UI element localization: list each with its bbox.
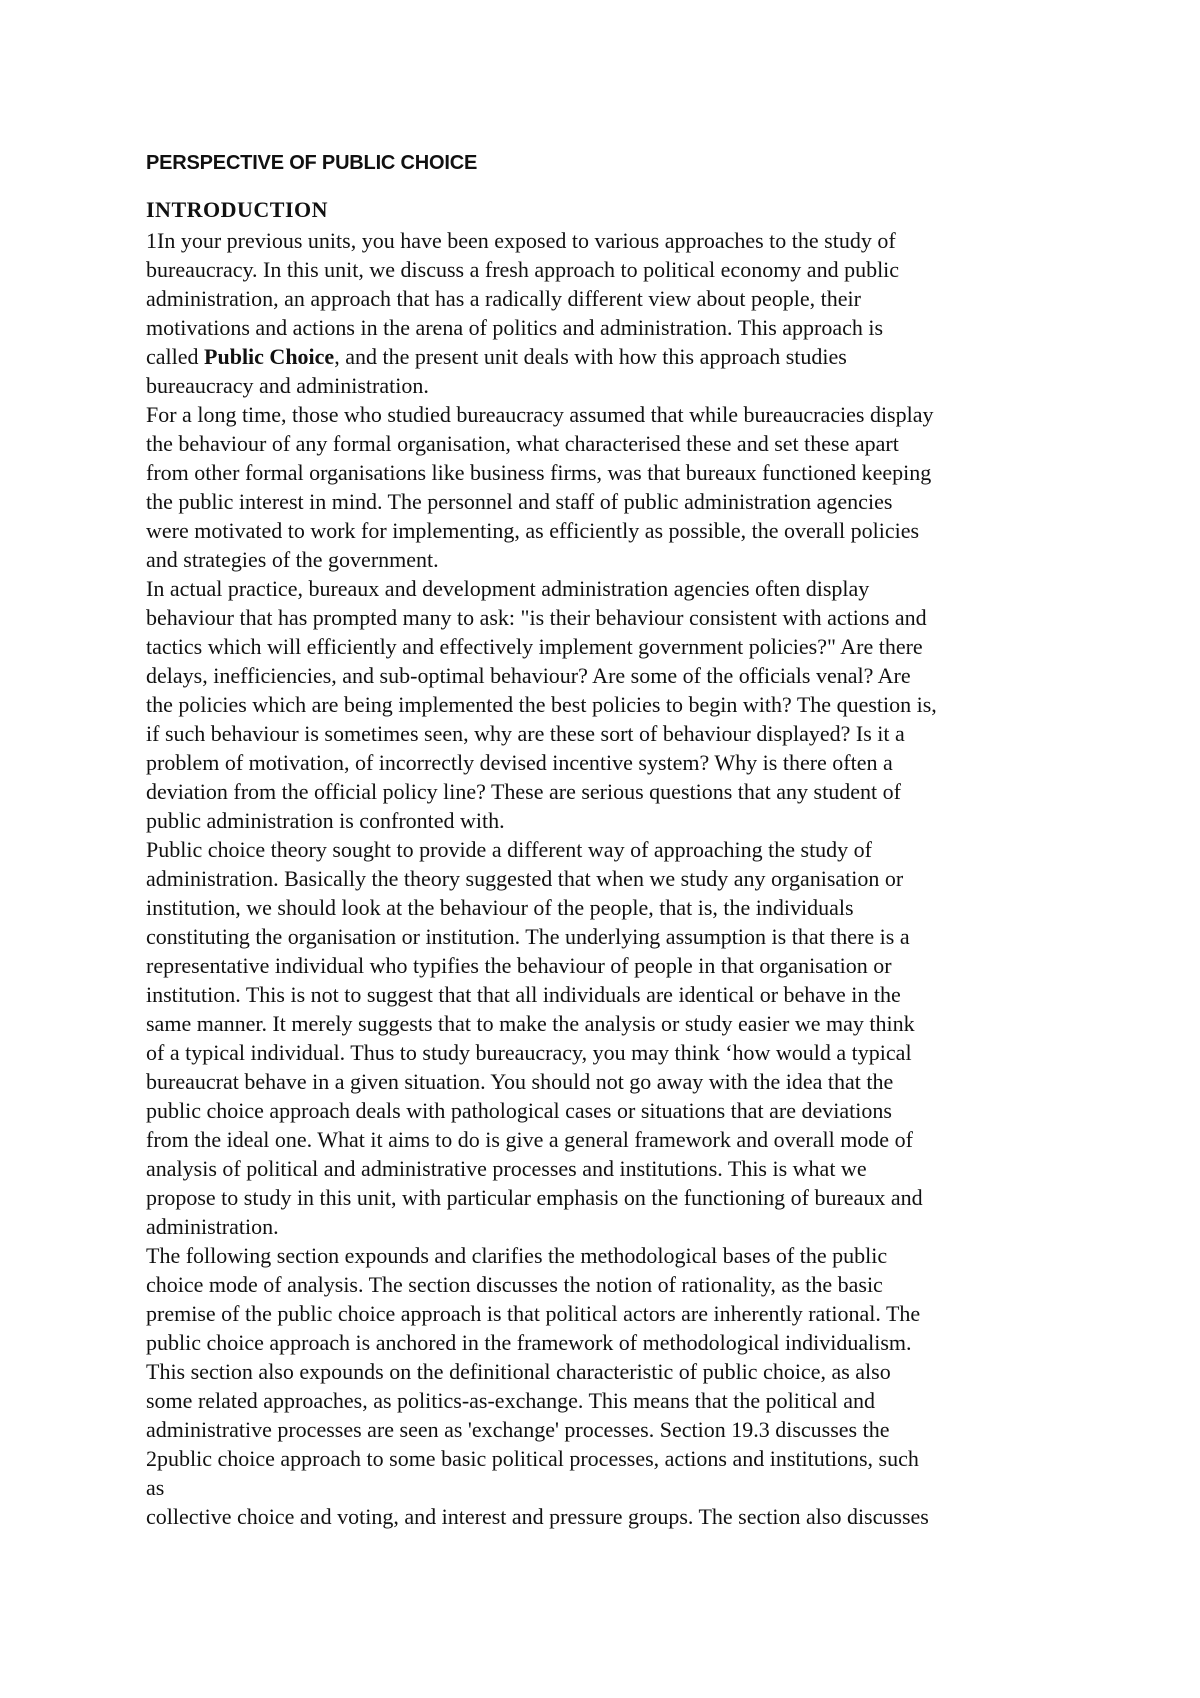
text-segment: , and the present unit deals with how this approach studies [334,344,847,369]
text-segment: behaviour that has prompted many to ask: "is their behaviour consistent with actions and [146,605,927,630]
text-line [146,661,1066,690]
text-line [146,603,1066,632]
text-segment: deviation from the official policy line? These are serious questions that any student of [146,779,901,804]
text-line [146,516,1066,545]
text-segment: and strategies of the government. [146,547,439,572]
text-segment: The following section expounds and clarifies the methodological bases of the public [146,1243,888,1268]
text-line [146,1502,1066,1531]
text-segment: of a typical individual. Thus to study bureaucracy, you may think ‘how would a typical [146,1040,912,1065]
text-line [146,1154,1066,1183]
text-line [146,835,1066,864]
text-segment: the public interest in mind. The personnel and staff of public administration agencies [146,489,893,514]
text-line [146,342,1066,371]
text-segment: collective choice and voting, and interest and pressure groups. The section also discusses [146,1504,929,1529]
text-line [146,1357,1066,1386]
text-line [146,226,1066,255]
text-line [146,632,1066,661]
text-segment: public choice approach is anchored in the framework of methodological individualism. [146,1330,912,1355]
text-line [146,487,1066,516]
text-segment: were motivated to work for implementing, as efficiently as possible, the overall policies [146,518,920,543]
text-segment: motivations and actions in the arena of politics and administration. This approach is [146,315,884,340]
text-line [146,1328,1066,1357]
text-segment: choice mode of analysis. The section discusses the notion of rationality, as the basic [146,1272,883,1297]
text-line [146,1212,1066,1241]
text-line [146,777,1066,806]
document-title: PERSPECTIVE OF PUBLIC CHOICE [146,152,478,174]
text-line [146,1444,1066,1473]
text-line [146,313,1066,342]
text-segment: the policies which are being implemented the best policies to begin with? The question is, [146,692,937,717]
text-line [146,1096,1066,1125]
text-segment: propose to study in this unit, with particular emphasis on the functioning of bureaux and [146,1185,923,1210]
text-line [146,1038,1066,1067]
text-segment: In actual practice, bureaux and development administration agencies often display [146,576,870,601]
text-segment: bureaucrat behave in a given situation. You should not go away with the idea that the [146,1069,894,1094]
text-line [146,574,1066,603]
text-line [146,719,1066,748]
text-segment: problem of motivation, of incorrectly devised incentive system? Why is there often a [146,750,893,775]
text-line [146,1270,1066,1299]
text-line [146,400,1066,429]
text-line [146,864,1066,893]
text-segment: from the ideal one. What it aims to do is give a general framework and overall mode of [146,1127,913,1152]
text-segment: analysis of political and administrative processes and institutions. This is what we [146,1156,867,1181]
text-segment: premise of the public choice approach is that political actors are inherently rational. The [146,1301,921,1326]
text-line [146,284,1066,313]
body-text [146,226,1066,1531]
text-segment: Public choice theory sought to provide a different way of approaching the study of [146,837,873,862]
text-line [146,255,1066,284]
text-segment: called [146,344,205,369]
text-line [146,1067,1066,1096]
text-segment: 2public choice approach to some basic political processes, actions and institutions, such [146,1446,919,1471]
text-line [146,1009,1066,1038]
text-line [146,1415,1066,1444]
section-heading: INTRODUCTION [146,197,329,222]
text-line [146,429,1066,458]
text-line [146,980,1066,1009]
text-segment: the behaviour of any formal organisation, what characterised these and set these apart [146,431,899,456]
text-segment: if such behaviour is sometimes seen, why are these sort of behaviour displayed? Is it a [146,721,905,746]
text-segment: public administration is confronted with. [146,808,505,833]
text-line [146,748,1066,777]
text-segment: from other formal organisations like business firms, was that bureaux functioned keeping [146,460,932,485]
text-segment: constituting the organisation or institution. The underlying assumption is that there is a [146,924,910,949]
text-line [146,893,1066,922]
text-line [146,806,1066,835]
text-segment: bureaucracy and administration. [146,373,429,398]
text-segment: as [146,1475,165,1500]
text-segment: some related approaches, as politics-as-exchange. This means that the political and [146,1388,876,1413]
text-segment: For a long time, those who studied bureaucracy assumed that while bureaucracies display [146,402,934,427]
text-segment: administration. Basically the theory suggested that when we study any organisation or [146,866,904,891]
text-line [146,458,1066,487]
text-line [146,922,1066,951]
text-segment: bureaucracy. In this unit, we discuss a fresh approach to political economy and public [146,257,900,282]
text-segment: delays, inefficiencies, and sub-optimal behaviour? Are some of the officials venal? Are [146,663,911,688]
text-line [146,371,1066,400]
text-segment: institution, we should look at the behaviour of the people, that is, the individuals [146,895,854,920]
text-segment: institution. This is not to suggest that that all individuals are identical or behave in the [146,982,901,1007]
text-line [146,1241,1066,1270]
text-line [146,1386,1066,1415]
text-segment: administration. [146,1214,279,1239]
text-segment: 1In your previous units, you have been exposed to various approaches to the study of [146,228,896,253]
text-segment: administrative processes are seen as 'exchange' processes. Section 19.3 discusses the [146,1417,890,1442]
text-segment: This section also expounds on the definitional characteristic of public choice, as also [146,1359,891,1384]
text-segment: administration, an approach that has a radically different view about people, their [146,286,861,311]
text-line [146,690,1066,719]
text-line [146,1125,1066,1154]
text-line [146,951,1066,980]
text-line [146,1473,1066,1502]
text-segment: tactics which will efficiently and effectively implement government policies?" Are there [146,634,923,659]
text-line [146,1183,1066,1212]
text-line [146,1299,1066,1328]
text-line [146,545,1066,574]
text-segment: same manner. It merely suggests that to make the analysis or study easier we may think [146,1011,915,1036]
text-segment: public choice approach deals with pathological cases or situations that are deviations [146,1098,892,1123]
text-segment: representative individual who typifies the behaviour of people in that organisation or [146,953,892,978]
emphasis-text: Public Choice [204,344,335,369]
